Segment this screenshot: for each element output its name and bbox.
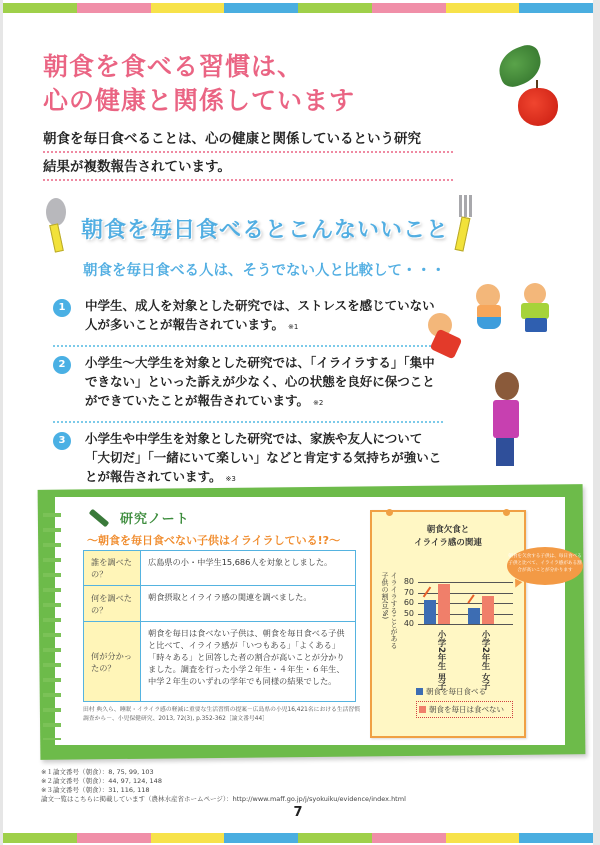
benefit-item (53, 290, 443, 347)
child-legs-icon (496, 438, 514, 466)
y-label-line-1: イライラすることがある (390, 572, 398, 649)
footnotes (41, 768, 406, 804)
page (3, 0, 593, 845)
bar-girls-not-daily (482, 596, 494, 624)
section-heading: 朝食を毎日食べるとこんないいこと (81, 218, 450, 243)
gridline (418, 582, 513, 583)
chart-y-axis-label (380, 572, 398, 649)
y-label-line-2: 子供の割合(%) (381, 572, 389, 620)
research-table (83, 550, 356, 702)
question-cell: 何を調べたの？ (84, 586, 141, 622)
pin-icon (503, 509, 510, 516)
bar-girls-daily (468, 608, 480, 624)
benefit-text: 中学生、成人を対象とした研究では、ストレスを感じていない人が多いことが報告されています。 (85, 298, 435, 332)
answer-cell: 広島県の小・中学生15,686人を対象としました。 (141, 551, 356, 586)
bottom-color-stripe (3, 833, 593, 843)
footnote: ※３論文番号（朝食）：31, 116, 118 (41, 786, 150, 794)
x-label-line-1: 小学2年生 (480, 630, 490, 670)
top-color-stripe (3, 3, 593, 13)
pencil-icon (89, 508, 110, 527)
number-badge-icon: 3 (53, 432, 71, 450)
pin-icon (386, 509, 393, 516)
chart-card (370, 510, 526, 738)
table-row (84, 622, 356, 702)
x-category-label (436, 630, 446, 690)
chart-title-line-1: 朝食欠食と (426, 525, 470, 535)
footnote: ※１論文番号（朝食）：8, 75, 99, 103 (41, 768, 154, 776)
spoon-icon (43, 198, 69, 254)
bar-boys-not-daily (438, 584, 450, 624)
legend-label: 朝食を毎日食べる (426, 687, 486, 696)
child-head-icon (495, 372, 519, 400)
number-badge-icon: 1 (53, 299, 71, 317)
chart-title (372, 524, 524, 550)
legend-item (416, 701, 513, 718)
footnote-ref: ※2 (313, 399, 324, 407)
table-row (84, 551, 356, 586)
number-badge-icon: 2 (53, 356, 71, 374)
research-note-label: 研究ノート (120, 512, 190, 527)
footnote: ※２論文番号（朝食）：44, 97, 124, 148 (41, 777, 162, 785)
lead-line-2: 結果が複数報告されています。 (43, 156, 453, 181)
x-label-line-2: 男子 (436, 672, 446, 690)
legend-swatch-icon (416, 688, 423, 695)
legend-item (416, 686, 513, 697)
legend-swatch-icon (419, 706, 426, 713)
y-tick: 40 (403, 619, 414, 628)
gridline (418, 624, 513, 625)
chart-legend (416, 686, 513, 722)
page-title (43, 50, 355, 118)
citation: 田村 典久ら、睡眠・イライラ感の軽減に重要な生活習慣の提案－広島県の小児16,421名における生活習慣調査から－、小児保健研究、2013, 72(3), p.352-362［論文番号44］ (83, 707, 361, 722)
x-label-line-2: 女子 (480, 672, 490, 690)
page-number: 7 (293, 805, 303, 820)
research-note-title (88, 508, 190, 527)
title-line-2: 心の健康と関係しています (43, 86, 356, 115)
section-subheading: 朝食を毎日食べる人は、そうでない人と比較して・・・ (83, 263, 446, 279)
chart-plot-area (403, 577, 513, 628)
y-tick: 80 (403, 577, 414, 586)
child-skirt-icon (477, 317, 501, 329)
x-label-line-1: 小学2年生 (436, 630, 446, 670)
child-body-icon (493, 400, 519, 438)
spiral-binding (43, 505, 61, 740)
footnote-ref: ※1 (288, 323, 299, 331)
lead-paragraph (43, 128, 453, 184)
y-tick: 70 (403, 587, 414, 597)
y-tick: 60 (403, 598, 414, 607)
child-legs-icon (525, 318, 547, 332)
legend-label: 朝食を毎日は食べない (429, 705, 504, 714)
bar-boys-daily (424, 600, 436, 624)
answer-cell: 朝食摂取とイライラ感の関連を調べました。 (141, 586, 356, 622)
footnote-ref: ※3 (225, 475, 236, 483)
x-category-label (480, 630, 490, 690)
benefit-item (53, 347, 443, 423)
chart-title-line-2: イライラ感の関連 (414, 538, 482, 548)
lead-line-1: 朝食を毎日食べることは、心の健康と関係しているという研究 (43, 128, 453, 153)
fork-icon (455, 195, 475, 253)
y-tick: 50 (403, 608, 414, 618)
benefit-text: 小学生～大学生を対象とした研究では、「イライラする」「集中できない」といった訴えが少なく、心の状態を良好に保つことができていたことが報告されています。 (85, 355, 435, 408)
callout-bubble: 朝食を欠食する子供は、毎日食べる子供と比べて、イライラ感がある割合が高いことが分かります (507, 547, 583, 585)
question-cell: 何が分かったの？ (84, 622, 141, 702)
benefit-list (53, 290, 443, 497)
apple-illustration-icon (518, 88, 558, 126)
child-head-icon (524, 283, 546, 305)
table-row (84, 586, 356, 622)
child-body-icon (521, 303, 549, 319)
answer-cell: 朝食を毎日は食べない子供は、朝食を毎日食べる子供と比べて、イライラ感が「いつもある」「よくある」「時々ある」と回答した者の割合が高いことが分かりました。調査を行った小学２年生・４年生・６年生、中学２年生のいずれの学年でも同様の結果でした。 (141, 622, 356, 702)
leaf-illustration-icon (493, 42, 547, 91)
title-line-1: 朝食を食べる習慣は、 (43, 52, 304, 81)
footnote-link[interactable]: 論文一覧はこちらに掲載しています（農林水産省ホームページ）：http://www.maff.go.jp/j/syokuiku/evidence/index.html (41, 795, 406, 803)
benefit-text: 小学生や中学生を対象とした研究では、家族や友人について「大切だ」「一緒にいて楽しい」などと肯定する気持ちが強いことが報告されています。 (85, 431, 442, 484)
gridline (418, 593, 513, 594)
question-cell: 誰を調べたの？ (84, 551, 141, 586)
research-note-subtitle: ～朝食を毎日食べない子供はイライラしている!?～ (87, 534, 341, 547)
